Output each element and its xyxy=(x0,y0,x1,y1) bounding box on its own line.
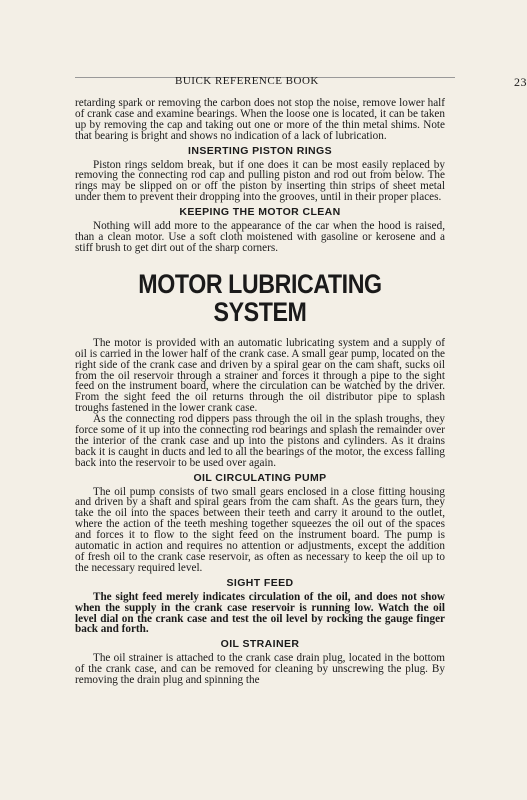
page-number: 23 xyxy=(514,75,527,89)
paragraph-lubricating-1: The motor is provided with an automatic lubricating system and a supply of oil is carried in the lower half of the crank case. A small gear pump, located on the right side of the crank case and driven by a spiral gear on the cam shaft, sucks oil from the oil reservoir through a strainer and forces it through a pipe to the sight feed on the instrument board, where the circulation can be watched by the driver. From the sight feed the oil returns through the oil distributor pipe to splash troughs fastened in the lower crank case. xyxy=(75,336,445,415)
heading-keeping-motor-clean: KEEPING THE MOTOR CLEAN xyxy=(179,206,341,219)
chapter-title: MOTOR LUBRICATING SYSTEM xyxy=(138,268,382,327)
heading-oil-circulating-pump: OIL CIRCULATING PUMP xyxy=(193,471,327,484)
book-title: BUICK REFERENCE BOOK xyxy=(175,75,319,87)
page-content xyxy=(75,98,445,686)
paragraph-sight-feed: The sight feed merely indicates circulation of the oil, and does not show when the supply in the crank case reservoir is running low. Watch the oil level dial on the crank case and test the oil level by rocking the gauge finger back and forth. xyxy=(75,590,445,636)
paragraph-oil-strainer: The oil strainer is attached to the crank case drain plug, located in the bottom of the crank case, and can be removed for cleaning by unscrewing the plug. By removing the drain plug and spinning the xyxy=(75,652,445,687)
paragraph-motor-clean: Nothing will add more to the appearance of the car when the hood is raised, than a clean motor. Use a soft cloth moistened with gasoline or kerosene and a stiff brush to get dirt out of the sharp corners. xyxy=(75,220,445,254)
heading-inserting-piston-rings: INSERTING PISTON RINGS xyxy=(188,144,332,157)
running-head xyxy=(75,75,527,89)
paragraph-piston-rings: Piston rings seldom break, but if one does it can be most easily replaced by removing the connecting rod cap and pulling piston and rod out from below. The rings may be slipped on or off the piston by inserting thin strips of sheet metal under them to prevent their dropping into the grooves, until in their proper places. xyxy=(75,158,445,204)
heading-sight-feed: SIGHT FEED xyxy=(226,576,294,589)
paragraph-lubricating-2: As the connecting rod dippers pass through the oil in the splash troughs, they force some of it up into the connecting rod bearings and splash the remainder over the interior of the crank case and up into the pistons and cylinders. As it drains back it is caught in ducts and led to all the bearings of the motor, the excess falling back into the reservoir to be used over again. xyxy=(75,413,445,469)
heading-oil-strainer: OIL STRAINER xyxy=(220,638,300,651)
paragraph-carryover: retarding spark or removing the carbon does not stop the noise, remove lower half of crank case and examine bearings. When the loose one is located, it can be taken up by removing the cap and taking out one or more of the thin metal shims. Note that bearing is bright and shows no indication of a lack of lubrication. xyxy=(75,97,445,142)
paragraph-oil-pump: The oil pump consists of two small gears enclosed in a close fitting housing and driven by a shaft and spiral gears from the cam shaft. As the gears turn, they take the oil into the spaces between their teeth and carry it around to the outlet, where the action of the teeth meshing together squeezes the oil out of the spaces and forces it to flow to the sight feed on the instrument board. The pump is automatic in action and requires no attention or adjustments, except the addition of fresh oil to the crank case reservoir, as often as necessary to keep the oil up to the necessary required level. xyxy=(75,485,445,574)
